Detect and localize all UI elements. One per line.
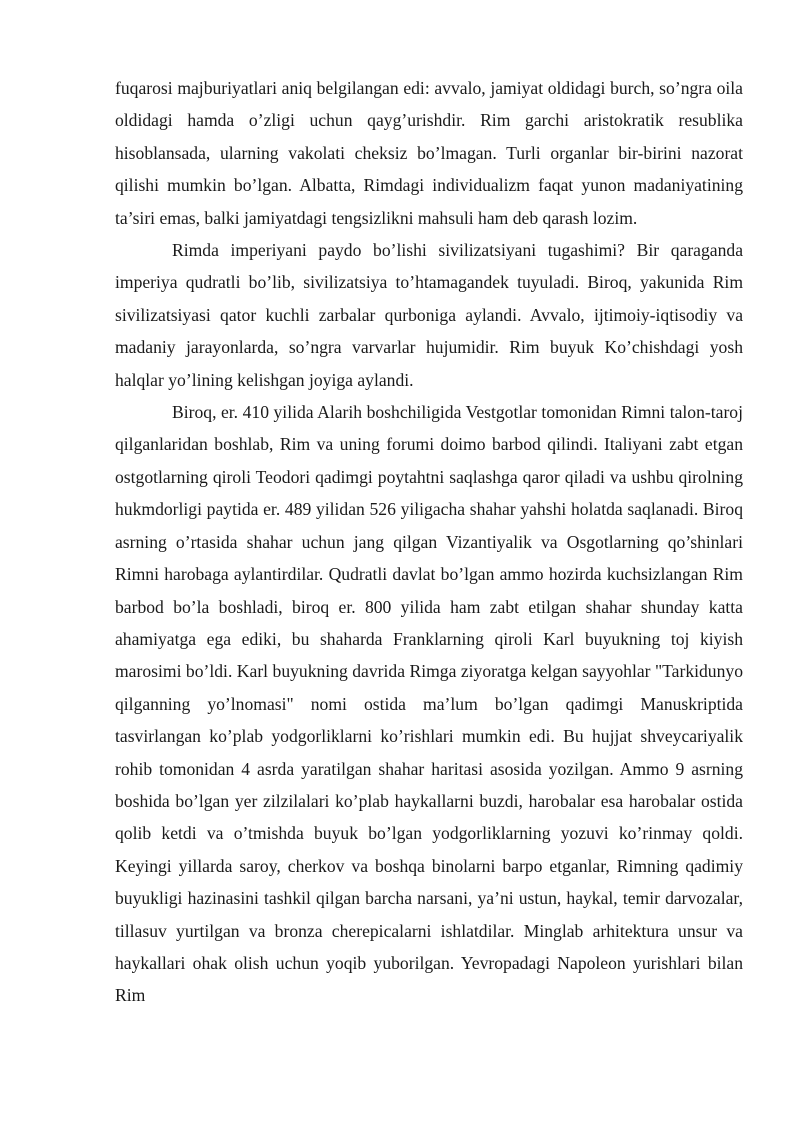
paragraph-continuation: fuqarosi majburiyatlari aniq belgilangan edi: avvalo, jamiyat oldidagi burch, so’ngra oila oldidagi hamda o’zligi uchun qayg’urishdir. Rim garchi aristokratik resublika hisoblansada, ularning vakolati cheksiz bo’lmagan. Turli organlar bir-birini nazorat qilishi mumkin bo’lgan. Albatta, Rimdagi individualizm faqat yunon madaniyatining ta’siri emas, balki jamiyatdagi tengsizlikni mahsuli ham deb qarash lozim.	[115, 78, 743, 228]
paragraph-rome-decline: Biroq, er. 410 yilida Alarih boshchiligida Vestgotlar tomonidan Rimni talon-taroj qilganlaridan boshlab, Rim va uning forumi doimo barbod qilindi. Italiyani zabt etgan ostgotlarning qiroli Teodori qadimgi poytahtni saqlashga qaror qiladi va ushbu qirolning hukmdorligi paytida er. 489 yilidan 526 yiligacha shahar yahshi holatda saqlanadi. Biroq asrning o’rtasida shahar uchun jang qilgan Vizantiyalik va Osgotlarning qo’shinlari Rimni harobaga aylantirdilar. Qudratli davlat bo’lgan ammo hozirda kuchsizlangan Rim barbod bo’la boshladi, biroq er. 800 yilida ham zabt etilgan shahar shunday katta ahamiyatga ega ediki, bu shaharda Franklarning qiroli Karl buyukning toj kiyish marosimi bo’ldi. Karl buyukning davrida Rimga ziyoratga kelgan sayyohlar "Tarkidunyo qilganning yo’lnomasi" nomi ostida ma’lum bo’lgan qadimgi Manuskriptida tasvirlangan ko’plab yodgorliklarni ko’rishlari mumkin edi. Bu hujjat shveycariyalik rohib tomonidan 4 asrda yaratilgan shahar haritasi asosida yozilgan. Ammo 9 asrning boshida bo’lgan yer zilzilalari ko’plab haykallarni buzdi, harobalar esa harobalar ostida qolib ketdi va o’tmishda buyuk bo’lgan yodgorliklarning yozuvi ko’rinmay qoldi. Keyingi yillarda saroy, cherkov va boshqa binolarni barpo etganlar, Rimning qadimiy buyukligi hazinasini tashkil qilgan barcha narsani, ya’ni ustun, haykal, temir darvozalar, tillasuv yurtilgan va bronza cherepicalarni ishlatdilar. Minglab arhitektura unsur va haykallari ohak olish uchun yoqib yuborilgan. Yevropadagi Napoleon yurishlari bilan Rim	[115, 402, 743, 1006]
document-page	[115, 72, 743, 1012]
paragraph-empire-rise: Rimda imperiyani paydo bo’lishi sivilizatsiyani tugashimi? Bir qaraganda imperiya qudratli bo’lib, sivilizatsiya to’htamagandek tuyuladi. Biroq, yakunida Rim sivilizatsiyasi qator kuchli zarbalar qurboniga aylandi. Avvalo, ijtimoiy-iqtisodiy va madaniy jarayonlarda, so’ngra varvarlar hujumidir. Rim buyuk Ko’chishdagi yosh halqlar yo’lining kelishgan joyiga aylandi.	[115, 240, 743, 390]
